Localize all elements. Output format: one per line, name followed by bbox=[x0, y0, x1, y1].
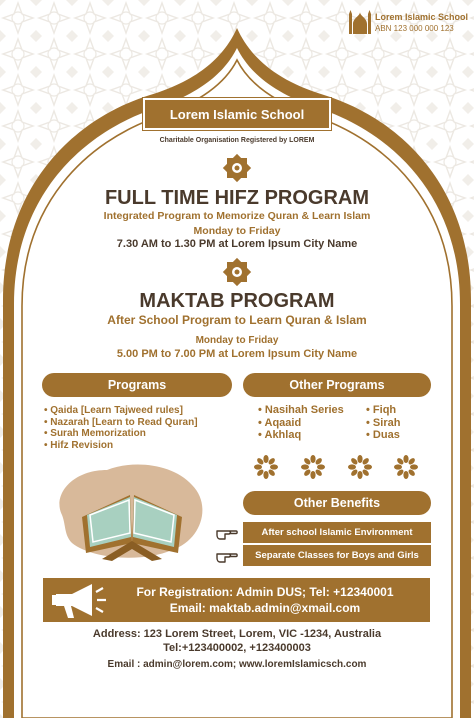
footer-address: Address: 123 Lorem Street, Lorem, VIC -1234, Australia bbox=[92, 628, 382, 640]
other-programs-label: Other Programs bbox=[243, 373, 431, 397]
star-ornament-icon bbox=[221, 152, 253, 184]
flower-icon bbox=[301, 455, 325, 479]
pointing-hand-icon bbox=[216, 525, 238, 541]
registration-line2: Email: maktab.admin@xmail.com bbox=[169, 601, 361, 615]
flower-icon bbox=[394, 455, 418, 479]
benefit-item: After school Islamic Environment bbox=[243, 522, 431, 543]
school-name-box: Lorem Islamic School bbox=[143, 98, 331, 130]
other-programs-col1 bbox=[258, 404, 344, 442]
star-ornament-icon bbox=[221, 256, 253, 288]
school-subtitle: Charitable Organisation Registered by LOREM bbox=[159, 137, 315, 144]
other-benefits-label: Other Benefits bbox=[243, 491, 431, 515]
hifz-time: 7.30 AM to 1.30 PM at Lorem Ipsum City Name bbox=[116, 238, 358, 250]
flower-icon bbox=[348, 455, 372, 479]
program-item: • Nazarah [Learn to Read Quran] bbox=[44, 417, 198, 429]
registration-line1: For Registration: Admin DUS; Tel: +12340001 bbox=[136, 585, 394, 599]
quran-book-icon bbox=[52, 455, 212, 565]
maktab-subtitle: After School Program to Learn Quran & Islam bbox=[107, 313, 367, 327]
footer-tel: Tel:+123400002, +123400003 bbox=[163, 642, 311, 654]
other-program-item: • Akhlaq bbox=[258, 429, 344, 442]
footer-email: Email : admin@lorem.com; www.loremIslamicsch.com bbox=[107, 659, 367, 670]
header-abn: ABN 123 000 000 123 bbox=[375, 24, 454, 33]
mosque-icon bbox=[348, 8, 372, 34]
hifz-days: Monday to Friday bbox=[193, 225, 281, 237]
benefit-item: Separate Classes for Boys and Girls bbox=[243, 545, 431, 566]
program-item: • Qaida [Learn Tajweed rules] bbox=[44, 405, 198, 417]
program-item: • Hifz Revision bbox=[44, 440, 198, 452]
program-item: • Surah Memorization bbox=[44, 428, 198, 440]
other-programs-col2 bbox=[366, 404, 400, 442]
other-program-item: • Duas bbox=[366, 429, 400, 442]
other-program-item: • Sirah bbox=[366, 417, 400, 430]
programs-label: Programs bbox=[42, 373, 232, 397]
other-program-item: • Fiqh bbox=[366, 404, 400, 417]
other-program-item: • Nasihah Series bbox=[258, 404, 344, 417]
pointing-hand-icon bbox=[216, 548, 238, 564]
maktab-days: Monday to Friday bbox=[195, 335, 279, 346]
programs-list bbox=[44, 405, 198, 451]
other-program-item: • Aqaaid bbox=[258, 417, 344, 430]
hifz-subtitle: Integrated Program to Memorize Quran & Learn Islam bbox=[103, 210, 371, 222]
header-org-name: Lorem Islamic School bbox=[375, 12, 469, 22]
maktab-title: MAKTAB PROGRAM bbox=[139, 290, 335, 312]
hifz-title: FULL TIME HIFZ PROGRAM bbox=[104, 187, 370, 209]
flower-icon bbox=[254, 455, 278, 479]
maktab-time: 5.00 PM to 7.00 PM at Lorem Ipsum City Name bbox=[116, 348, 358, 360]
